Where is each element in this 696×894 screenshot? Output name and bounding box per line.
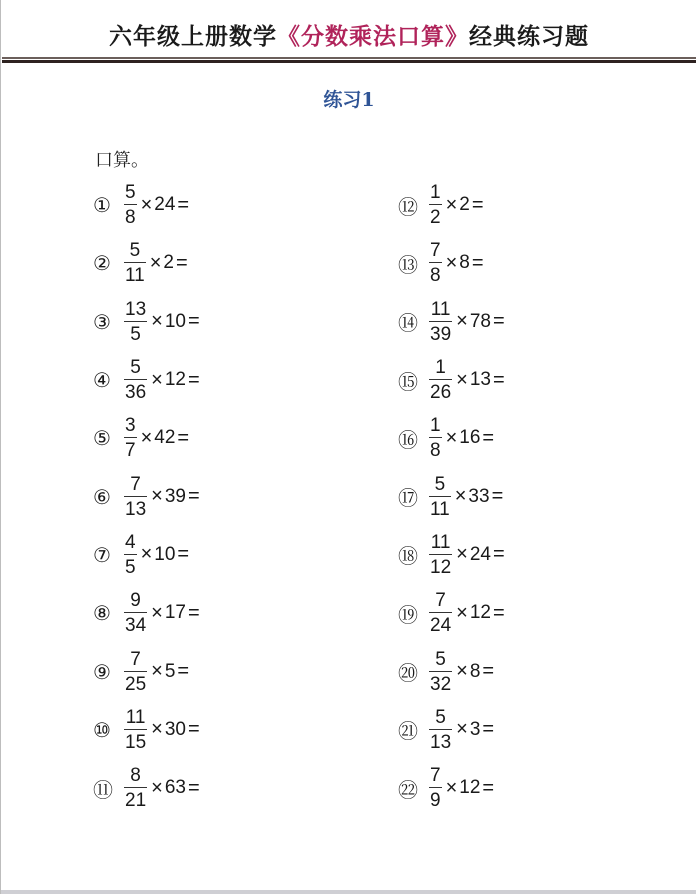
problem-number: ⑪ xyxy=(93,777,113,802)
fraction-numerator: 7 xyxy=(430,765,441,787)
problem-number: ⑰ xyxy=(398,486,418,511)
multiplier: 24 xyxy=(154,194,176,216)
problem-number: ② xyxy=(93,251,111,276)
problem-item xyxy=(93,467,200,525)
problem-item xyxy=(398,701,505,759)
multiplier: 3 xyxy=(469,718,481,740)
problem-item xyxy=(398,759,505,817)
fraction xyxy=(429,708,452,752)
problem-column-right xyxy=(398,176,505,817)
problem-column-left xyxy=(93,176,200,817)
fraction-denominator: 8 xyxy=(125,207,136,229)
multiply-sign: × xyxy=(445,426,458,449)
problem-number: ⑱ xyxy=(398,544,418,569)
problem-item xyxy=(398,293,505,351)
fraction-denominator: 5 xyxy=(125,556,136,578)
problem-number: ① xyxy=(93,193,111,218)
equals-sign: = xyxy=(482,718,495,741)
equals-sign: = xyxy=(471,251,484,274)
fraction-numerator: 7 xyxy=(435,590,446,612)
multiply-sign: × xyxy=(445,251,458,274)
multiply-sign: × xyxy=(456,543,468,566)
fraction xyxy=(429,183,442,227)
fraction xyxy=(124,300,147,344)
multiplier: 30 xyxy=(164,718,186,740)
fraction xyxy=(429,591,452,635)
problem-number: ㉑ xyxy=(398,719,418,744)
equals-sign: = xyxy=(482,776,495,799)
problem-item xyxy=(398,526,505,584)
fraction-denominator: 34 xyxy=(125,615,147,637)
equals-sign: = xyxy=(492,543,505,566)
fraction-denominator: 15 xyxy=(125,731,147,753)
fraction xyxy=(124,533,137,577)
problem-item xyxy=(398,234,505,292)
fraction-numerator: 9 xyxy=(130,590,141,612)
equals-sign: = xyxy=(176,251,188,274)
multiply-sign: × xyxy=(456,718,468,741)
equals-sign: = xyxy=(187,718,200,741)
problem-item xyxy=(93,293,200,351)
problem-item xyxy=(398,351,505,409)
fraction-numerator: 5 xyxy=(435,706,446,728)
fraction-numerator: 1 xyxy=(430,182,441,204)
equals-sign: = xyxy=(482,426,495,449)
multiply-sign: × xyxy=(456,368,468,391)
equals-sign: = xyxy=(177,660,190,683)
problem-number: ⑮ xyxy=(398,369,418,394)
multiply-sign: × xyxy=(140,193,153,216)
problem-item xyxy=(93,526,200,584)
fraction xyxy=(429,358,452,402)
equals-sign: = xyxy=(471,193,484,216)
fraction-denominator: 2 xyxy=(430,207,441,229)
problem-item xyxy=(398,176,505,234)
problem-number: ⑨ xyxy=(93,659,111,684)
fraction xyxy=(429,533,452,577)
fraction-denominator: 26 xyxy=(430,382,452,404)
fraction-denominator: 11 xyxy=(430,498,450,520)
fraction xyxy=(429,475,451,519)
problem-item xyxy=(93,701,200,759)
equals-sign: = xyxy=(187,601,200,624)
fraction-denominator: 8 xyxy=(430,265,441,287)
multiply-sign: × xyxy=(456,601,468,624)
fraction-denominator: 8 xyxy=(430,440,441,462)
problem-item xyxy=(93,234,200,292)
equals-sign: = xyxy=(177,426,190,449)
fraction-numerator: 11 xyxy=(125,706,146,728)
fraction xyxy=(124,241,146,285)
problem-item xyxy=(398,584,505,642)
fraction-numerator: 4 xyxy=(125,531,136,553)
fraction xyxy=(124,650,147,694)
problem-number: ⑧ xyxy=(93,601,111,626)
fraction-numerator: 7 xyxy=(130,473,141,495)
title-prefix: 六年级上册数学 xyxy=(109,23,277,50)
problem-item xyxy=(398,642,505,700)
multiply-sign: × xyxy=(456,310,468,333)
multiply-sign: × xyxy=(140,426,153,449)
problem-number: ⑫ xyxy=(398,194,418,219)
multiplier: 17 xyxy=(164,602,186,624)
fraction xyxy=(124,591,147,635)
fraction xyxy=(124,708,147,752)
multiply-sign: × xyxy=(151,368,163,391)
multiply-sign: × xyxy=(151,776,163,799)
equals-sign: = xyxy=(187,776,200,799)
fraction-denominator: 36 xyxy=(125,382,147,404)
multiply-sign: × xyxy=(445,193,458,216)
multiply-sign: × xyxy=(445,776,458,799)
problem-item xyxy=(398,409,505,467)
problem-item xyxy=(93,642,200,700)
fraction xyxy=(124,475,147,519)
fraction-denominator: 11 xyxy=(125,265,145,287)
multiply-sign: × xyxy=(151,660,163,683)
problem-number: ⑯ xyxy=(398,427,418,452)
page-title xyxy=(1,18,696,51)
multiply-sign: × xyxy=(151,718,163,741)
fraction xyxy=(429,300,452,344)
fraction xyxy=(429,766,442,810)
equals-sign: = xyxy=(492,601,505,624)
fraction-denominator: 5 xyxy=(130,323,141,345)
multiplier: 8 xyxy=(469,660,481,682)
fraction-numerator: 5 xyxy=(130,357,141,379)
problem-item xyxy=(93,351,200,409)
equals-sign: = xyxy=(482,660,495,683)
fraction-numerator: 11 xyxy=(430,531,451,553)
fraction-numerator: 7 xyxy=(130,648,141,670)
fraction-numerator: 5 xyxy=(434,473,446,495)
multiplier: 12 xyxy=(459,777,481,799)
fraction-numerator: 3 xyxy=(125,415,136,437)
multiplier: 16 xyxy=(459,427,481,449)
equals-sign: = xyxy=(177,193,190,216)
problem-item xyxy=(93,409,200,467)
multiplier: 12 xyxy=(164,369,186,391)
problem-number: ④ xyxy=(93,368,111,393)
equals-sign: = xyxy=(187,310,200,333)
equals-sign: = xyxy=(177,543,190,566)
multiplier: 8 xyxy=(459,252,470,274)
fraction-denominator: 25 xyxy=(125,673,147,695)
fraction xyxy=(124,416,137,460)
problem-number: ⑤ xyxy=(93,426,111,451)
title-suffix: 经典练习题 xyxy=(469,23,589,50)
instruction-text: 口算。 xyxy=(95,150,149,171)
multiply-sign: × xyxy=(151,485,163,508)
problem-item xyxy=(93,759,200,817)
exercise-title: 练习1 xyxy=(323,89,375,111)
fraction-numerator: 5 xyxy=(129,240,141,262)
fraction-denominator: 39 xyxy=(430,323,452,345)
multiplier: 33 xyxy=(468,485,490,507)
problem-number: ③ xyxy=(93,309,111,334)
problem-number: ⑳ xyxy=(398,661,418,686)
equals-sign: = xyxy=(491,485,504,508)
fraction-numerator: 5 xyxy=(435,648,446,670)
problem-number: ⑦ xyxy=(93,542,111,567)
fraction-denominator: 21 xyxy=(125,790,147,812)
multiply-sign: × xyxy=(454,485,467,508)
problem-number: ㉒ xyxy=(398,777,418,802)
fraction xyxy=(124,766,147,810)
fraction-denominator: 13 xyxy=(430,731,452,753)
equals-sign: = xyxy=(492,310,505,333)
fraction-numerator: 13 xyxy=(125,298,147,320)
fraction xyxy=(124,183,137,227)
fraction-numerator: 7 xyxy=(430,240,441,262)
problem-item xyxy=(398,467,505,525)
problem-number: ⑲ xyxy=(398,602,418,627)
multiplier: 63 xyxy=(164,777,186,799)
multiplier: 5 xyxy=(164,660,176,682)
multiplier: 10 xyxy=(164,310,186,332)
fraction-denominator: 13 xyxy=(125,498,147,520)
problem-item xyxy=(93,176,200,234)
fraction-numerator: 11 xyxy=(430,298,451,320)
multiplier: 78 xyxy=(469,310,491,332)
problem-item xyxy=(93,584,200,642)
header-divider xyxy=(2,57,696,63)
fraction-denominator: 7 xyxy=(125,440,136,462)
fraction-denominator: 9 xyxy=(430,790,441,812)
fraction-numerator: 1 xyxy=(435,357,446,379)
multiplier: 10 xyxy=(154,543,176,565)
title-accent: 《分数乘法口算》 xyxy=(277,23,469,50)
fraction-numerator: 5 xyxy=(125,182,136,204)
multiply-sign: × xyxy=(151,310,163,333)
fraction-numerator: 1 xyxy=(430,415,441,437)
page-bottom-edge xyxy=(1,890,696,894)
equals-sign: = xyxy=(187,368,200,391)
multiply-sign: × xyxy=(140,543,153,566)
multiply-sign: × xyxy=(456,660,468,683)
problem-number: ⑬ xyxy=(398,252,418,277)
fraction xyxy=(124,358,147,402)
equals-sign: = xyxy=(187,485,200,508)
multiplier: 2 xyxy=(459,194,470,216)
fraction-denominator: 32 xyxy=(430,673,452,695)
fraction-numerator: 8 xyxy=(130,765,141,787)
fraction xyxy=(429,416,442,460)
fraction-denominator: 12 xyxy=(430,556,452,578)
problem-number: ⑥ xyxy=(93,484,111,509)
multiply-sign: × xyxy=(149,251,162,274)
multiply-sign: × xyxy=(151,601,163,624)
multiplier: 24 xyxy=(469,543,491,565)
fraction xyxy=(429,241,442,285)
multiplier: 12 xyxy=(469,602,491,624)
fraction-denominator: 24 xyxy=(430,615,452,637)
fraction xyxy=(429,650,452,694)
multiplier: 42 xyxy=(154,427,176,449)
multiplier: 13 xyxy=(469,369,491,391)
multiplier: 2 xyxy=(163,252,174,274)
multiplier: 39 xyxy=(164,485,186,507)
problem-number: ⑩ xyxy=(93,717,111,742)
equals-sign: = xyxy=(492,368,505,391)
problem-number: ⑭ xyxy=(398,311,418,336)
